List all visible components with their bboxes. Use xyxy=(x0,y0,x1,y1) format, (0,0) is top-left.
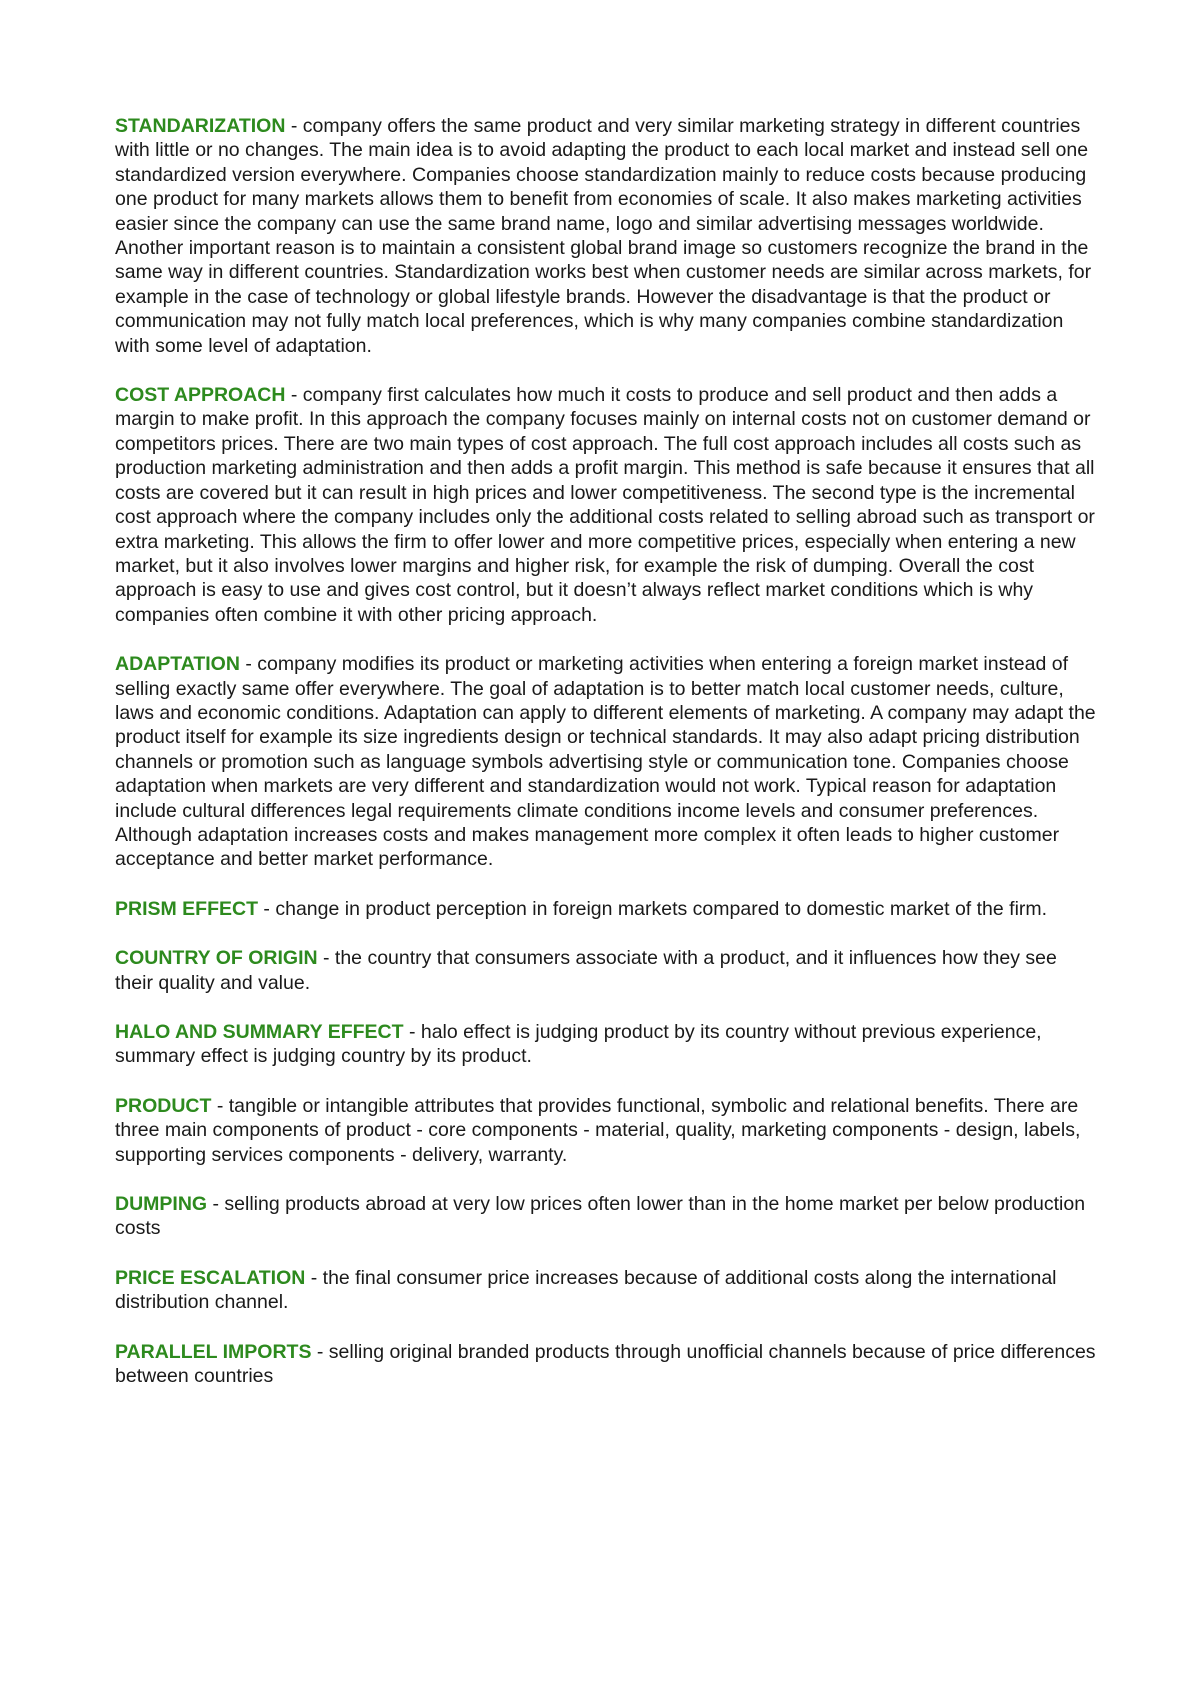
term-definition: - halo effect is judging product by its country without previous experience, summary effect is judging country by its product. xyxy=(115,1021,1042,1068)
entry-country-of-origin xyxy=(115,946,1097,995)
entry-prism-effect xyxy=(115,897,1097,921)
term-definition: - tangible or intangible attributes that provides functional, symbolic and relational benefits. There are three main components of product - core components - material, quality, marketing components - design, labels, supporting services components - delivery, warranty. xyxy=(115,1094,1081,1166)
entry-price-escalation xyxy=(115,1266,1097,1315)
term-heading: PRISM EFFECT xyxy=(115,897,259,920)
term-definition: - the final consumer price increases because of additional costs along the international distribution channel. xyxy=(115,1266,1057,1314)
term-definition: - company offers the same product and very similar marketing strategy in different countries with little or no changes. The main idea is to avoid adapting the product to each local market and instead sell one standardized version everywhere. Companies choose standardization mainly to reduce costs because producing one product for many markets allows them to benefit from economies of scale. It also makes marketing activities easier since the company can use the same brand name, logo and similar advertising messages worldwide. Another important reason is to maintain a consistent global brand image so customers recognize the brand in the same way in different countries. Standardization works best when customer needs are similar across markets, for example in the case of technology or global lifestyle brands. However the disadvantage is that the product or communication may not fully match local preferences, which is why many companies combine standardization with some level of adaptation. xyxy=(115,115,1092,357)
term-definition: - change in product perception in foreign markets compared to domestic market of the firm. xyxy=(258,897,1048,920)
entry-halo-and-summary-effect xyxy=(115,1020,1097,1069)
entry-parallel-imports xyxy=(115,1340,1097,1389)
term-heading: PRODUCT xyxy=(115,1094,212,1117)
term-heading: HALO AND SUMMARY EFFECT xyxy=(115,1021,404,1043)
document-page xyxy=(115,114,1097,1413)
entry-standardization xyxy=(115,114,1097,358)
entry-dumping xyxy=(115,1192,1097,1241)
term-definition: - selling original branded products through unofficial channels because of price differences between countries xyxy=(115,1340,1096,1388)
term-heading: PRICE ESCALATION xyxy=(115,1266,306,1289)
term-heading: COUNTRY OF ORIGIN xyxy=(115,947,318,970)
term-heading: PARALLEL IMPORTS xyxy=(115,1340,312,1363)
term-heading: COST APPROACH xyxy=(115,384,286,407)
term-definition: - company first calculates how much it costs to produce and sell product and then adds a margin to make profit. In this approach the company focuses mainly on internal costs not on customer demand or competitors prices. There are two main types of cost approach. The full cost approach includes all costs such as production marketing administration and then adds a profit margin. This method is safe because it ensures that all costs are covered but it can result in high prices and lower competitiveness. The second type is the incremental cost approach where the company includes only the additional costs related to selling abroad such as transport or extra marketing. This allows the firm to offer lower and more competitive prices, especially when entering a new market, but it also involves lower margins and higher risk, for example the risk of dumping. Overall the cost approach is easy to use and gives cost control, but it doesn’t always reflect market conditions which is why companies often combine it with other pricing approach. xyxy=(115,384,1095,626)
entry-product xyxy=(115,1094,1097,1167)
term-heading: ADAPTATION xyxy=(115,653,240,676)
term-heading: STANDARIZATION xyxy=(115,115,286,137)
term-definition: - company modifies its product or marketing activities when entering a foreign market instead of selling exactly same offer everywhere. The goal of adaptation is to better match local customer needs, culture, laws and economic conditions. Adaptation can apply to different elements of marketing. A company may adapt the product itself for example its size ingredients design or technical standards. It may also adapt pricing distribution channels or promotion such as language symbols advertising style or communication tone. Companies choose adaptation when markets are very different and standardization would not work. Typical reason for adaptation include cultural differences legal requirements climate conditions income levels and consumer preferences. Although adaptation increases costs and makes management more complex it often leads to higher customer acceptance and better market performance. xyxy=(115,653,1096,871)
entry-cost-approach xyxy=(115,383,1097,627)
term-heading: DUMPING xyxy=(115,1193,208,1216)
term-definition: - the country that consumers associate with a product, and it influences how they see their quality and value. xyxy=(115,947,1057,994)
entry-adaptation xyxy=(115,652,1097,872)
term-definition: - selling products abroad at very low prices often lower than in the home market per below production costs xyxy=(115,1193,1086,1240)
